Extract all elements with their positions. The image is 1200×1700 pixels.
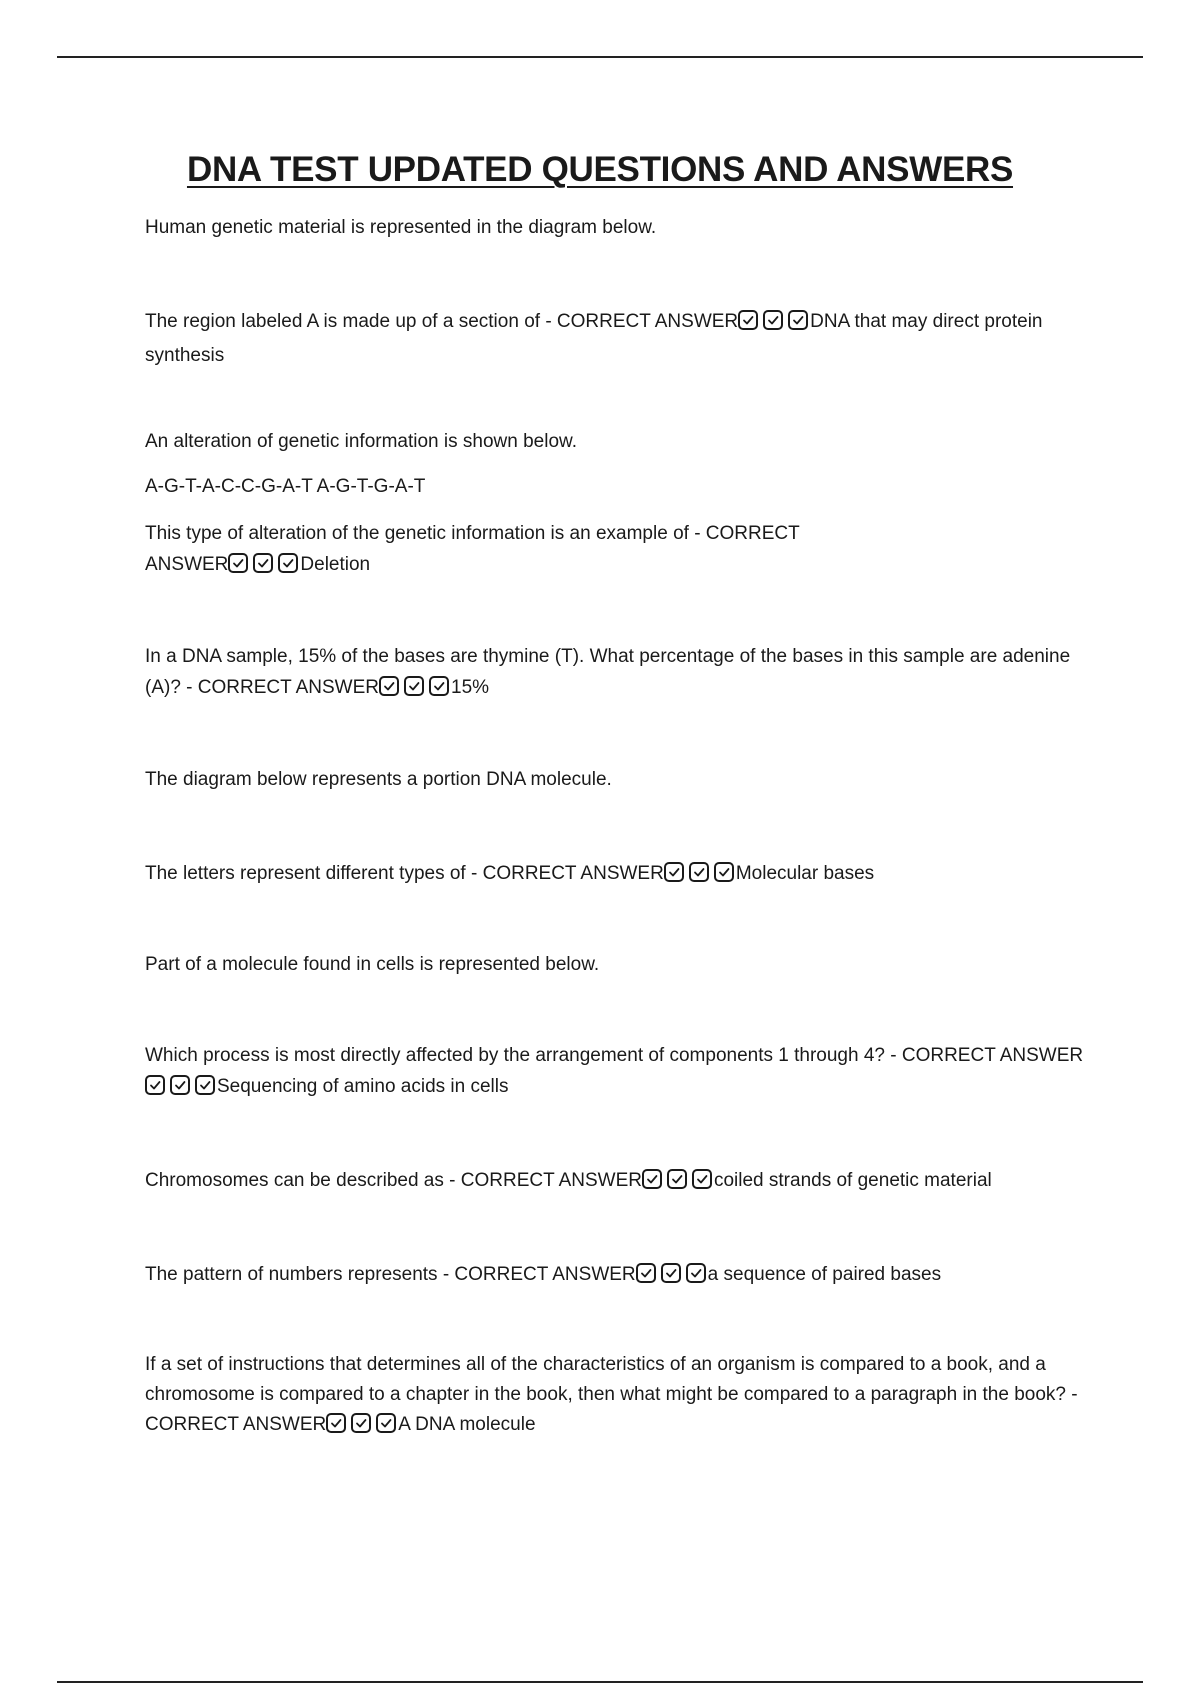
check-box-icon [636, 1263, 656, 1283]
check-box-icon [788, 310, 808, 330]
page-title: DNA TEST UPDATED QUESTIONS AND ANSWERS [186, 150, 1014, 189]
check-box-icon [170, 1075, 190, 1095]
qa-item-4 [145, 858, 1085, 892]
qa-item-2 [145, 518, 865, 583]
answer-text: Sequencing of amino acids in cells [217, 1076, 509, 1097]
question-text: Chromosomes can be described as - CORRECT ANSWER [145, 1170, 642, 1191]
check-box-icon [351, 1413, 371, 1433]
qa-item-3 [145, 641, 1085, 706]
check-box-icon [689, 862, 709, 882]
check-box-icon [429, 676, 449, 696]
gene-sequence: A-G-T-A-C-C-G-A-T A-G-T-G-A-T [145, 476, 426, 497]
check-box-icon [763, 310, 783, 330]
check-box-icon [661, 1263, 681, 1283]
check-box-icon [376, 1413, 396, 1433]
qa-item-8 [145, 1350, 1095, 1443]
check-icons [145, 1074, 217, 1105]
qa-item-1 [145, 306, 1085, 371]
check-box-icon [667, 1169, 687, 1189]
answer-text: 15% [451, 677, 490, 698]
check-box-icon [145, 1075, 165, 1095]
question-text: Which process is most directly affected by the arrangement of components 1 through 4? - CORRECT ANSWER [145, 1045, 1084, 1066]
answer-text: coiled strands of genetic material [713, 1170, 992, 1191]
check-icons [642, 1168, 714, 1199]
question-text: The letters represent different types of - CORRECT ANSWER [145, 863, 664, 884]
check-box-icon [404, 676, 424, 696]
intro-paragraph: Part of a molecule found in cells is represented below. [145, 954, 600, 975]
qa-item-6 [145, 1165, 1085, 1199]
check-box-icon [692, 1169, 712, 1189]
answer-text: a sequence of paired bases [707, 1264, 942, 1285]
intro-paragraph: The diagram below represents a portion DNA molecule. [145, 769, 612, 790]
question-text: The region labeled A is made up of a section of - CORRECT ANSWER [145, 311, 739, 332]
check-box-icon [664, 862, 684, 882]
header-rule [57, 56, 1143, 58]
check-box-icon [253, 553, 273, 573]
intro-paragraph: Human genetic material is represented in the diagram below. [145, 217, 657, 238]
check-box-icon [642, 1169, 662, 1189]
answer-text: DNA that may direct protein synthesis [145, 311, 1043, 366]
footer-rule [57, 1681, 1143, 1683]
check-icons [228, 552, 300, 583]
question-text: If a set of instructions that determines all of the characteristics of an organism is compared to a book, and a chromosome is compared to a chapter in the book, then what might be compared to a paragraph in the book? - CORRECT ANSWER [145, 1354, 1078, 1435]
check-box-icon [278, 553, 298, 573]
qa-item-5 [145, 1040, 1085, 1105]
question-text: This type of alteration of the genetic information is an example of - CORRECT ANSWER [145, 523, 800, 575]
answer-text: A DNA molecule [398, 1414, 536, 1435]
check-icons [664, 861, 736, 892]
check-icons [738, 309, 810, 340]
check-icons [636, 1262, 708, 1293]
check-box-icon [714, 862, 734, 882]
check-box-icon [686, 1263, 706, 1283]
check-box-icon [738, 310, 758, 330]
check-box-icon [228, 553, 248, 573]
answer-text: Deletion [300, 554, 371, 575]
check-box-icon [379, 676, 399, 696]
question-text: In a DNA sample, 15% of the bases are thymine (T). What percentage of the bases in this sample are adenine (A)? - CORRECT ANSWER [145, 646, 1071, 698]
check-box-icon [195, 1075, 215, 1095]
check-box-icon [326, 1413, 346, 1433]
qa-item-7 [145, 1259, 1085, 1293]
question-text: The pattern of numbers represents - CORRECT ANSWER [145, 1264, 636, 1285]
check-icons [379, 675, 451, 706]
check-icons [326, 1413, 398, 1443]
answer-text: Molecular bases [735, 863, 875, 884]
intro-paragraph: An alteration of genetic information is shown below. [145, 431, 577, 452]
